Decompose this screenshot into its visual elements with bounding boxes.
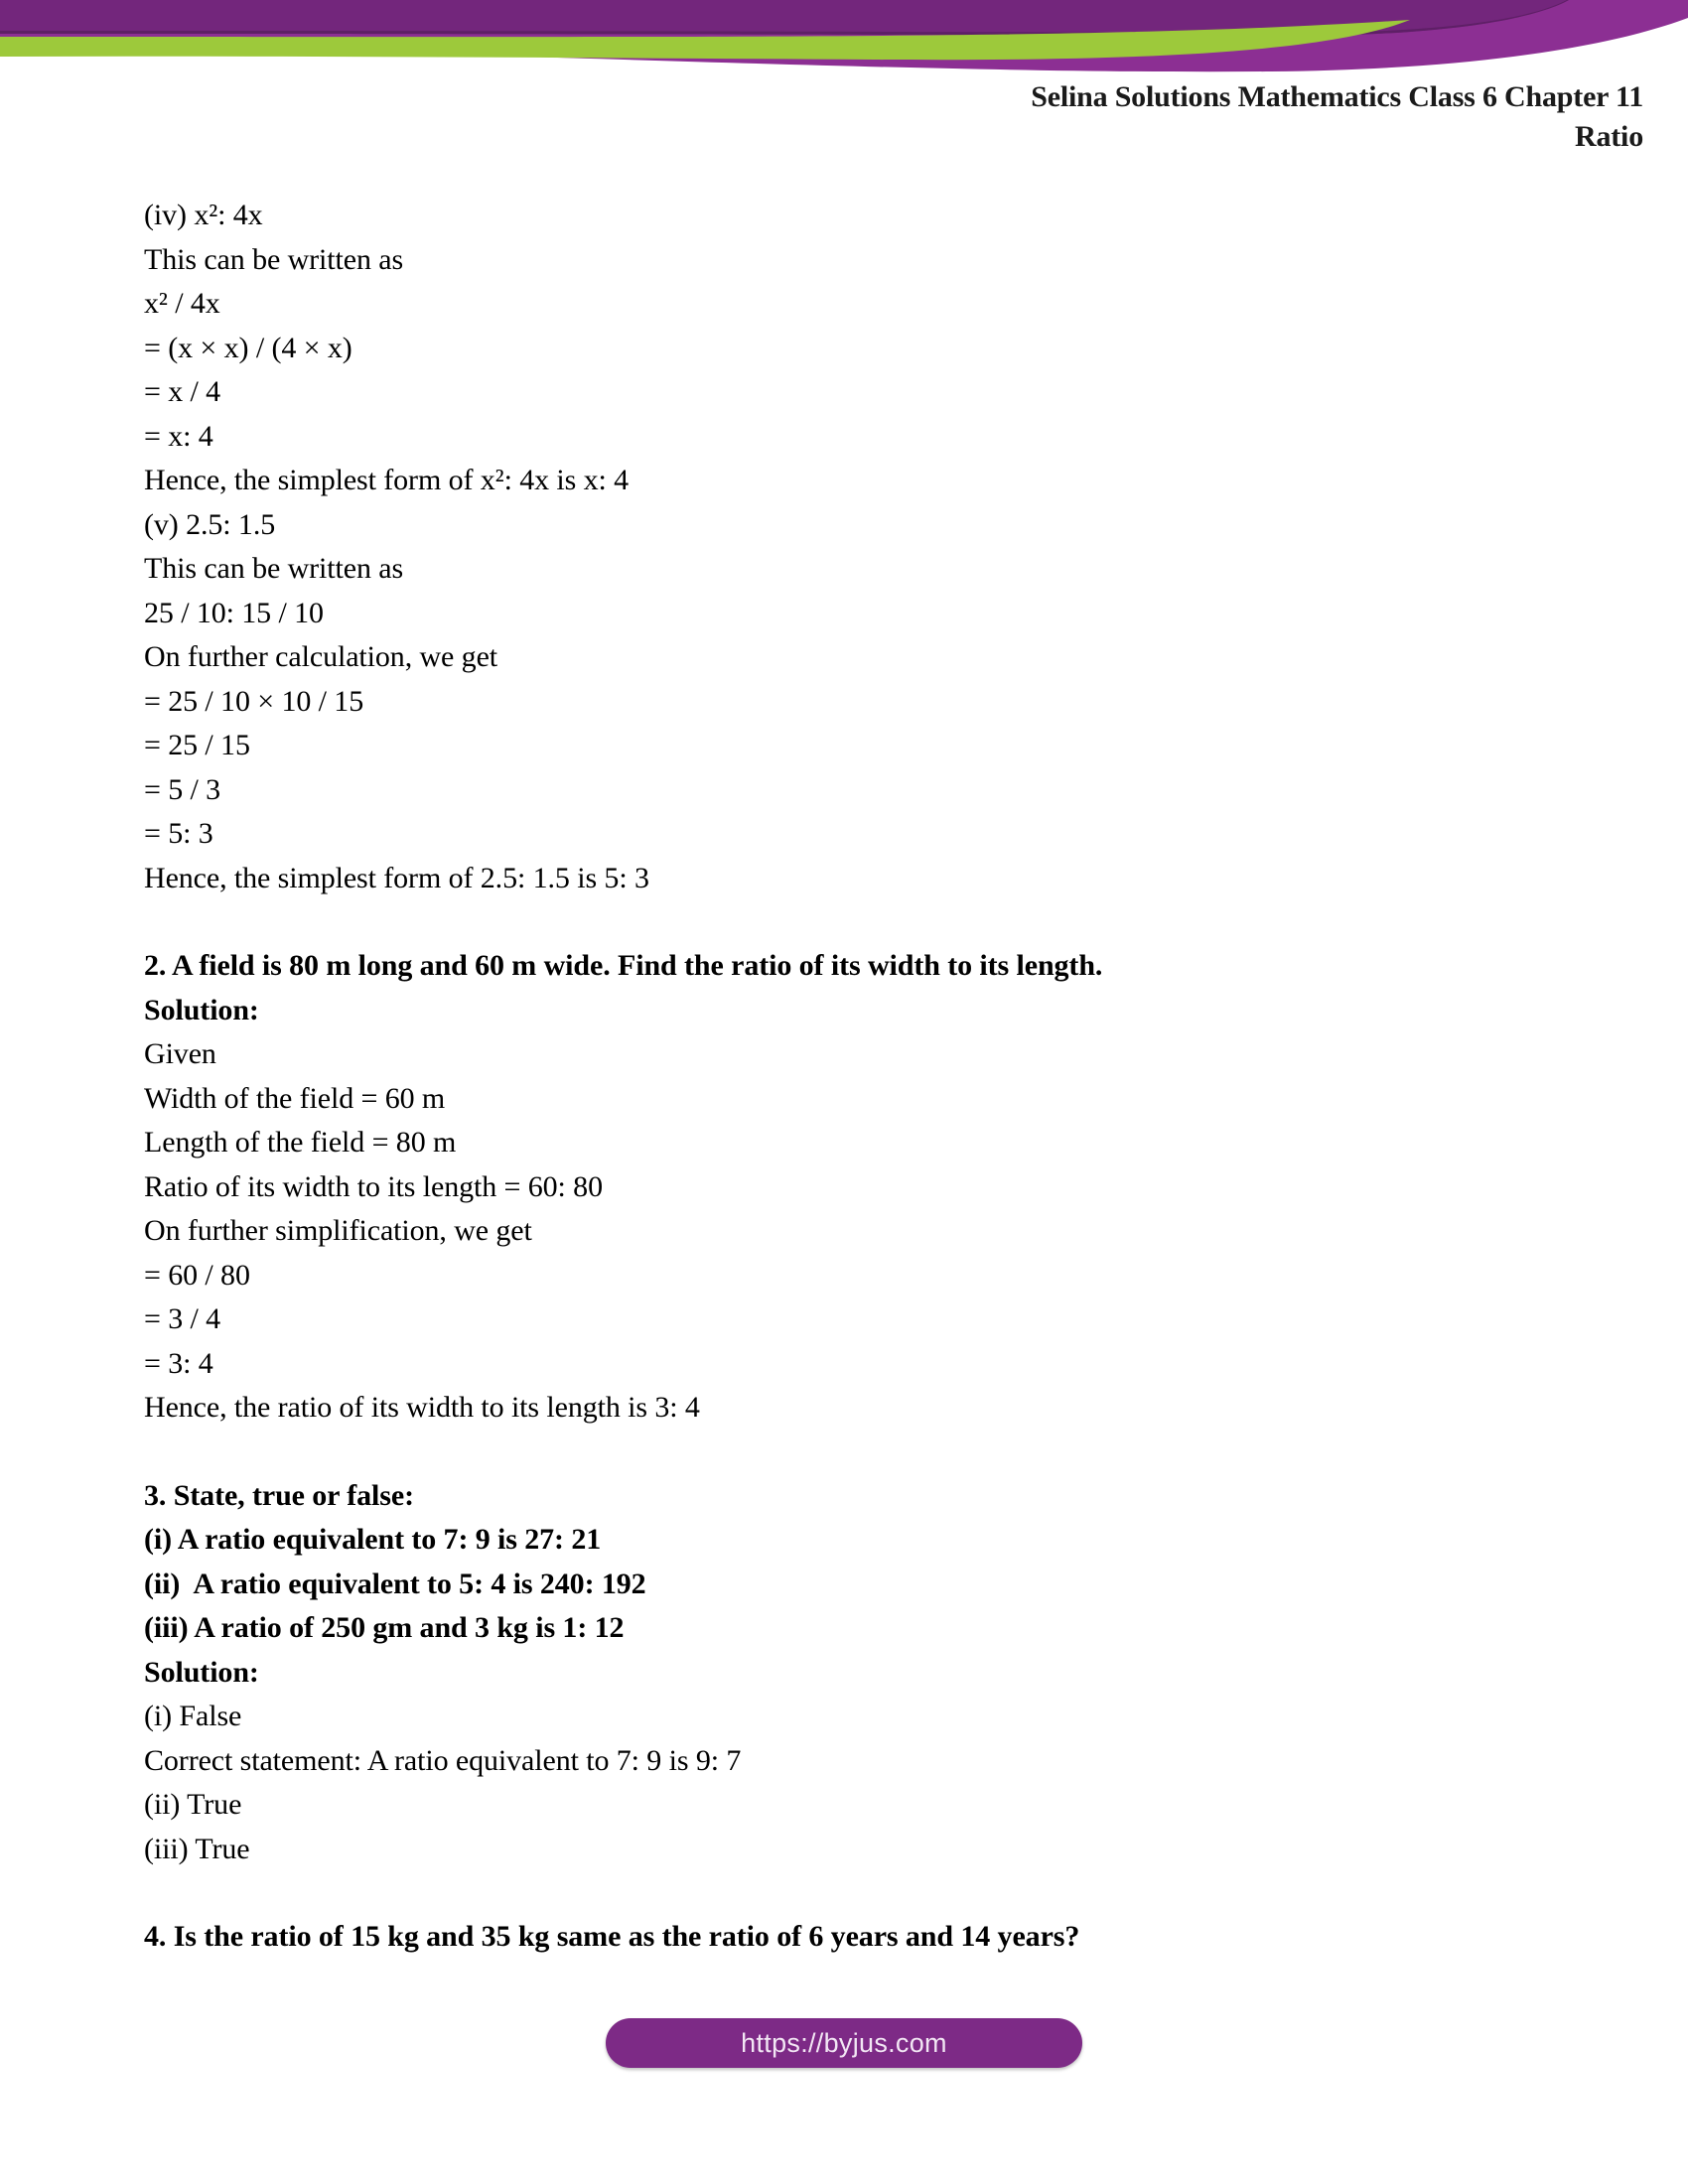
solution-line: = (x × x) / (4 × x) <box>144 331 352 364</box>
solution-line: This can be written as <box>144 242 404 276</box>
solution-line: = 60 / 80 <box>144 1258 250 1292</box>
question-heading: (iii) A ratio of 250 gm and 3 kg is 1: 12 <box>144 1611 625 1644</box>
solution-line: Length of the field = 80 m <box>144 1126 457 1159</box>
solution-line: = x / 4 <box>144 375 221 408</box>
solution-line: (v) 2.5: 1.5 <box>144 507 276 541</box>
page-title-line-2: Ratio <box>1575 120 1643 153</box>
solution-line: This can be written as <box>144 552 404 585</box>
paragraph-spacer <box>144 1871 1534 1915</box>
question-heading: 3. State, true or false: <box>144 1478 414 1512</box>
purple-rule <box>0 0 1569 36</box>
solution-line: Hence, the ratio of its width to its length is 3: 4 <box>144 1391 700 1424</box>
solution-line: = 3: 4 <box>144 1346 213 1380</box>
solution-line: Width of the field = 60 m <box>144 1081 446 1115</box>
solution-line: = 25 / 10 × 10 / 15 <box>144 684 364 718</box>
purple-light-band <box>0 0 1688 71</box>
page-title <box>0 77 1643 157</box>
solution-line: Correct statement: A ratio equivalent to 7: 9 is 9: 7 <box>144 1743 742 1777</box>
solution-line: = 5 / 3 <box>144 772 221 806</box>
question-heading: 4. Is the ratio of 15 kg and 35 kg same as the ratio of 6 years and 14 years? <box>144 1920 1080 1953</box>
solution-line: Hence, the simplest form of 2.5: 1.5 is 5: 3 <box>144 861 649 894</box>
question-heading: Solution: <box>144 993 259 1026</box>
purple-dark-band <box>0 0 1569 36</box>
byjus-url-label: https://byjus.com <box>741 2027 947 2058</box>
question-heading: (ii) A ratio equivalent to 5: 4 is 240: 192 <box>144 1567 646 1600</box>
solution-line: (iii) True <box>144 1832 250 1865</box>
byjus-url-button[interactable] <box>606 2018 1082 2068</box>
solution-line: (i) False <box>144 1700 242 1732</box>
solution-line: (ii) True <box>144 1788 242 1821</box>
solution-line: = x: 4 <box>144 419 213 453</box>
paragraph-spacer <box>144 1431 1534 1474</box>
header-decoration <box>0 0 1688 79</box>
document-body <box>144 194 1534 1960</box>
green-band <box>0 20 1410 60</box>
page-title-line-1: Selina Solutions Mathematics Class 6 Chapter 11 <box>1031 80 1643 113</box>
paragraph-spacer <box>144 900 1534 944</box>
solution-line: On further simplification, we get <box>144 1214 532 1247</box>
question-heading: (i) A ratio equivalent to 7: 9 is 27: 21 <box>144 1523 602 1556</box>
solution-line: = 25 / 15 <box>144 729 250 761</box>
solution-line: Ratio of its width to its length = 60: 80 <box>144 1169 603 1203</box>
solution-line: x² / 4x <box>144 287 220 320</box>
solution-line: Given <box>144 1037 216 1070</box>
solution-line: = 5: 3 <box>144 817 213 850</box>
solution-line: (iv) x²: 4x <box>144 199 263 231</box>
solution-line: Hence, the simplest form of x²: 4x is x: 4 <box>144 464 630 496</box>
solution-line: On further calculation, we get <box>144 640 498 673</box>
question-heading: Solution: <box>144 1655 259 1689</box>
question-heading: 2. A field is 80 m long and 60 m wide. Find the ratio of its width to its length. <box>144 949 1103 982</box>
solution-line: = 3 / 4 <box>144 1302 221 1335</box>
solution-line: 25 / 10: 15 / 10 <box>144 596 324 629</box>
